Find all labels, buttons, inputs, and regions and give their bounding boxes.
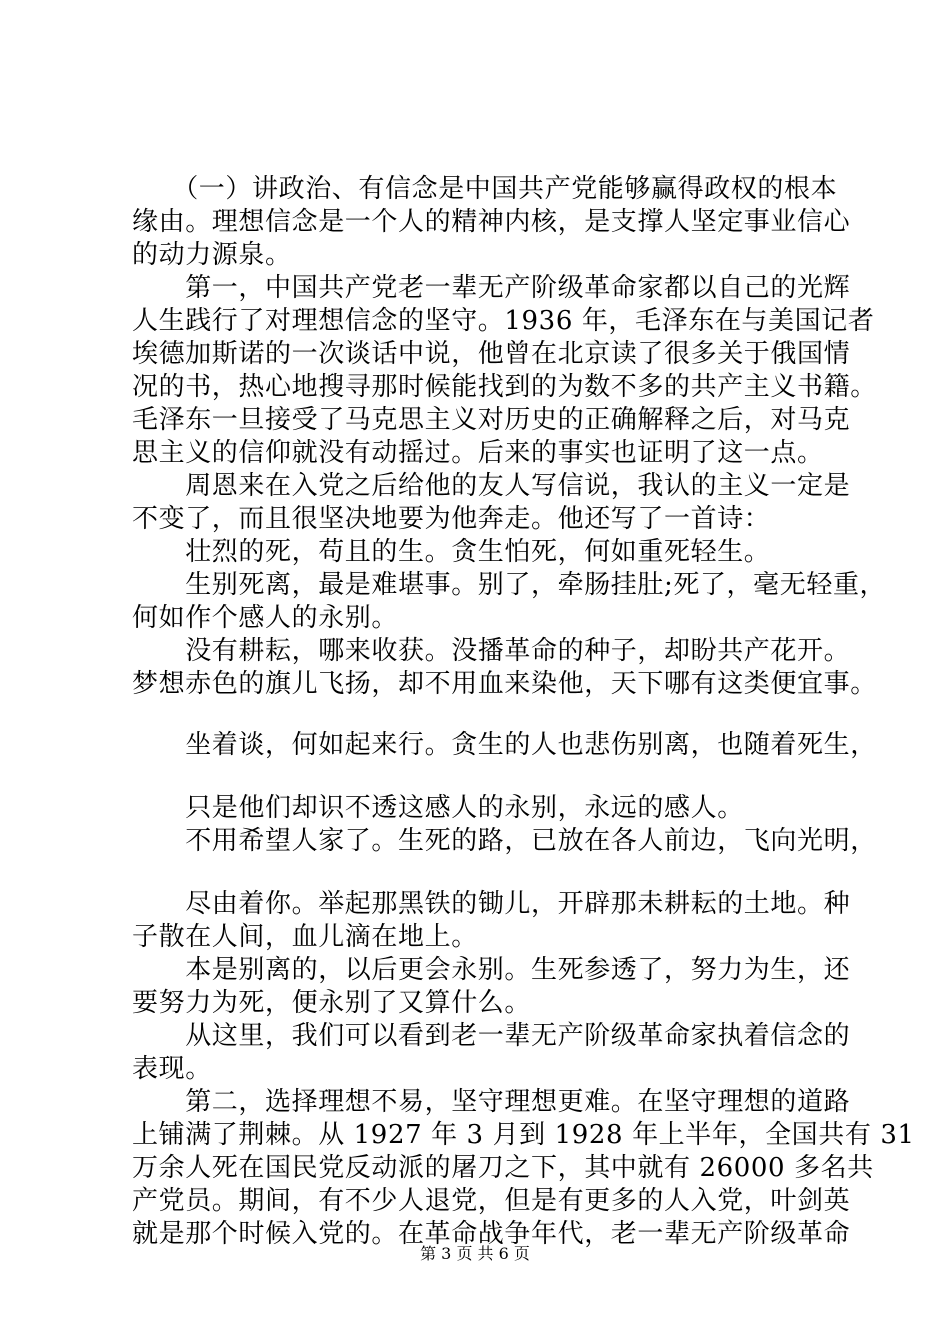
text-line: 生别死离，最是难堪事。别了，牵肠挂肚;死了，毫无轻重， (132, 570, 887, 600)
text-line: 尽由着你。举起那黑铁的锄儿，开辟那未耕耘的土地。种 (132, 889, 851, 919)
text-line: 万余人死在国民党反动派的屠刀之下，其中就有 26000 多名共 (132, 1153, 874, 1183)
text-line: 思主义的信仰就没有动摇过。后来的事实也证明了这一点。 (132, 438, 824, 468)
text-line: 不用希望人家了。生死的路，已放在各人前边，飞向光明， (132, 826, 877, 856)
text-line: 壮烈的死，苟且的生。贪生怕死，何如重死轻生。 (132, 537, 771, 567)
text-line: 子散在人间，血儿滴在地上。 (132, 922, 478, 952)
text-line: 缘由。理想信念是一个人的精神内核，是支撑人坚定事业信心 (132, 207, 851, 237)
text-line: 坐着谈，何如起来行。贪生的人也悲伤别离，也随着死生， (132, 730, 877, 760)
text-line: 埃德加斯诺的一次谈话中说，他曾在北京读了很多关于俄国情 (132, 339, 851, 369)
text-line: 第二，选择理想不易，坚守理想更难。在坚守理想的道路 (132, 1087, 851, 1117)
text-line: 只是他们却识不透这感人的永别，永远的感人。 (132, 793, 744, 823)
text-line: 要努力为死，便永别了又算什么。 (132, 988, 532, 1018)
text-line: 本是别离的，以后更会永别。生死参透了，努力为生，还 (132, 955, 851, 985)
text-line: 毛泽东一旦接受了马克思主义对历史的正确解释之后，对马克 (132, 405, 851, 435)
text-line: 没有耕耘，哪来收获。没播革命的种子，却盼共产花开。 (132, 636, 851, 666)
text-line: 产党员。期间，有不少人退党，但是有更多的人入党，叶剑英 (132, 1186, 851, 1216)
text-line: （一）讲政治、有信念是中国共产党能够赢得政权的根本 (132, 174, 838, 204)
text-line: 表现。 (132, 1054, 212, 1084)
text-line: 从这里，我们可以看到老一辈无产阶级革命家执着信念的 (132, 1021, 851, 1051)
text-line: 就是那个时候入党的。在革命战争年代，老一辈无产阶级革命 (132, 1219, 851, 1249)
text-line: 第一，中国共产党老一辈无产阶级革命家都以自己的光辉 (132, 273, 851, 303)
text-line: 人生践行了对理想信念的坚守。1936 年，毛泽东在与美国记者 (132, 306, 875, 336)
text-line: 上铺满了荆棘。从 1927 年 3 月到 1928 年上半年，全国共有 31 (132, 1120, 915, 1150)
text-line: 的动力源泉。 (132, 240, 292, 270)
text-line: 周恩来在入党之后给他的友人写信说，我认的主义一定是 (132, 471, 851, 501)
text-line: 不变了，而且很坚决地要为他奔走。他还写了一首诗： (132, 504, 771, 534)
text-line: 梦想赤色的旗儿飞扬，却不用血来染他，天下哪有这类便宜事。 (132, 669, 877, 699)
page-number-footer: 第 3 页 共 6 页 (420, 1244, 530, 1263)
text-line: 况的书，热心地搜寻那时候能找到的为数不多的共产主义书籍。 (132, 372, 877, 402)
text-line: 何如作个感人的永别。 (132, 603, 399, 633)
